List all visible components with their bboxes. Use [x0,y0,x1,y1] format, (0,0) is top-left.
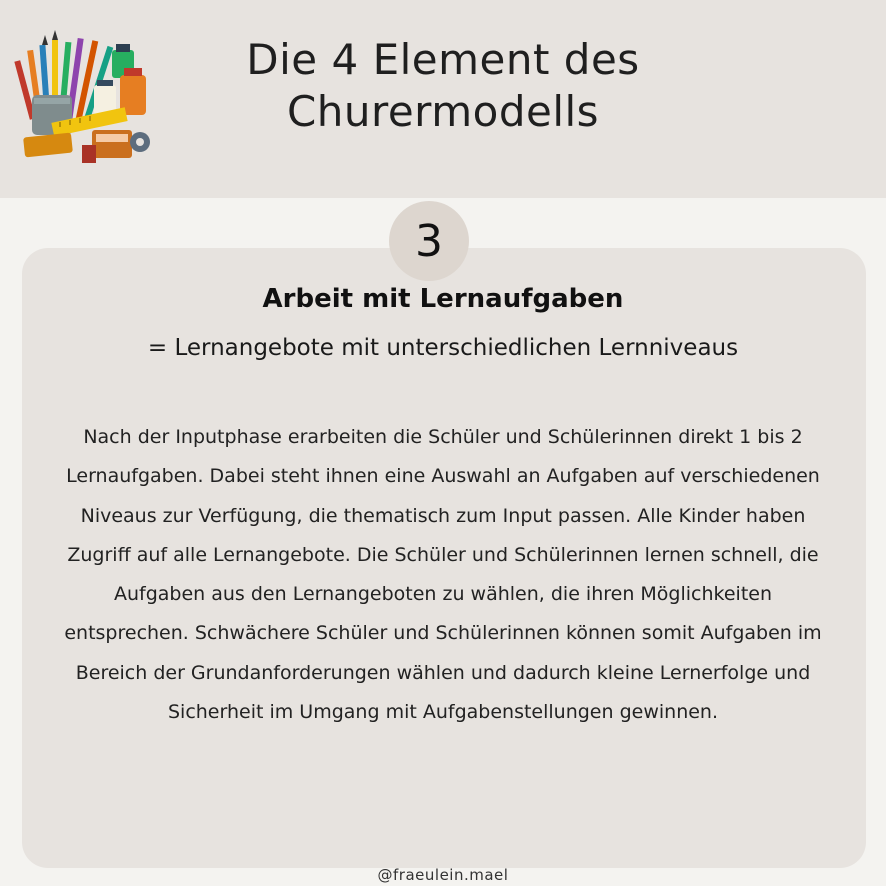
card-title: Arbeit mit Lernaufgaben [262,284,624,314]
card-subtitle: = Lernangebote mit unterschiedlichen Lernniveaus [147,335,739,361]
header-banner [0,0,886,198]
card-body-text: Nach der Inputphase erarbeiten die Schüler und Schülerinnen direkt 1 bis 2 Lernaufgaben. Dabei steht ihnen eine Auswahl an Aufgaben auf verschiedenen Niveaus zur Verfügung, die thematisch zum Input passen. Alle Kinder haben Zugriff auf alle Lernangebote. Die Schüler und Schülerinnen lernen schnell, die Aufgaben aus den Lernangeboten zu wählen, die ihren Möglichkeiten entsprechen. Schwächere Schüler und Schülerinnen können somit Aufgaben im Bereich der Grundanforderungen wählen und dadurch kleine Lernerfolge und Sicherheit im Umgang mit Aufgabenstellungen gewinnen. [64,426,822,724]
step-number-badge: 3 [389,201,469,281]
author-handle: @fraeulein.mael [377,866,509,884]
page-title: Die 4 Element des Churermodells [246,35,640,136]
school-supplies-illustration-icon [12,30,162,170]
